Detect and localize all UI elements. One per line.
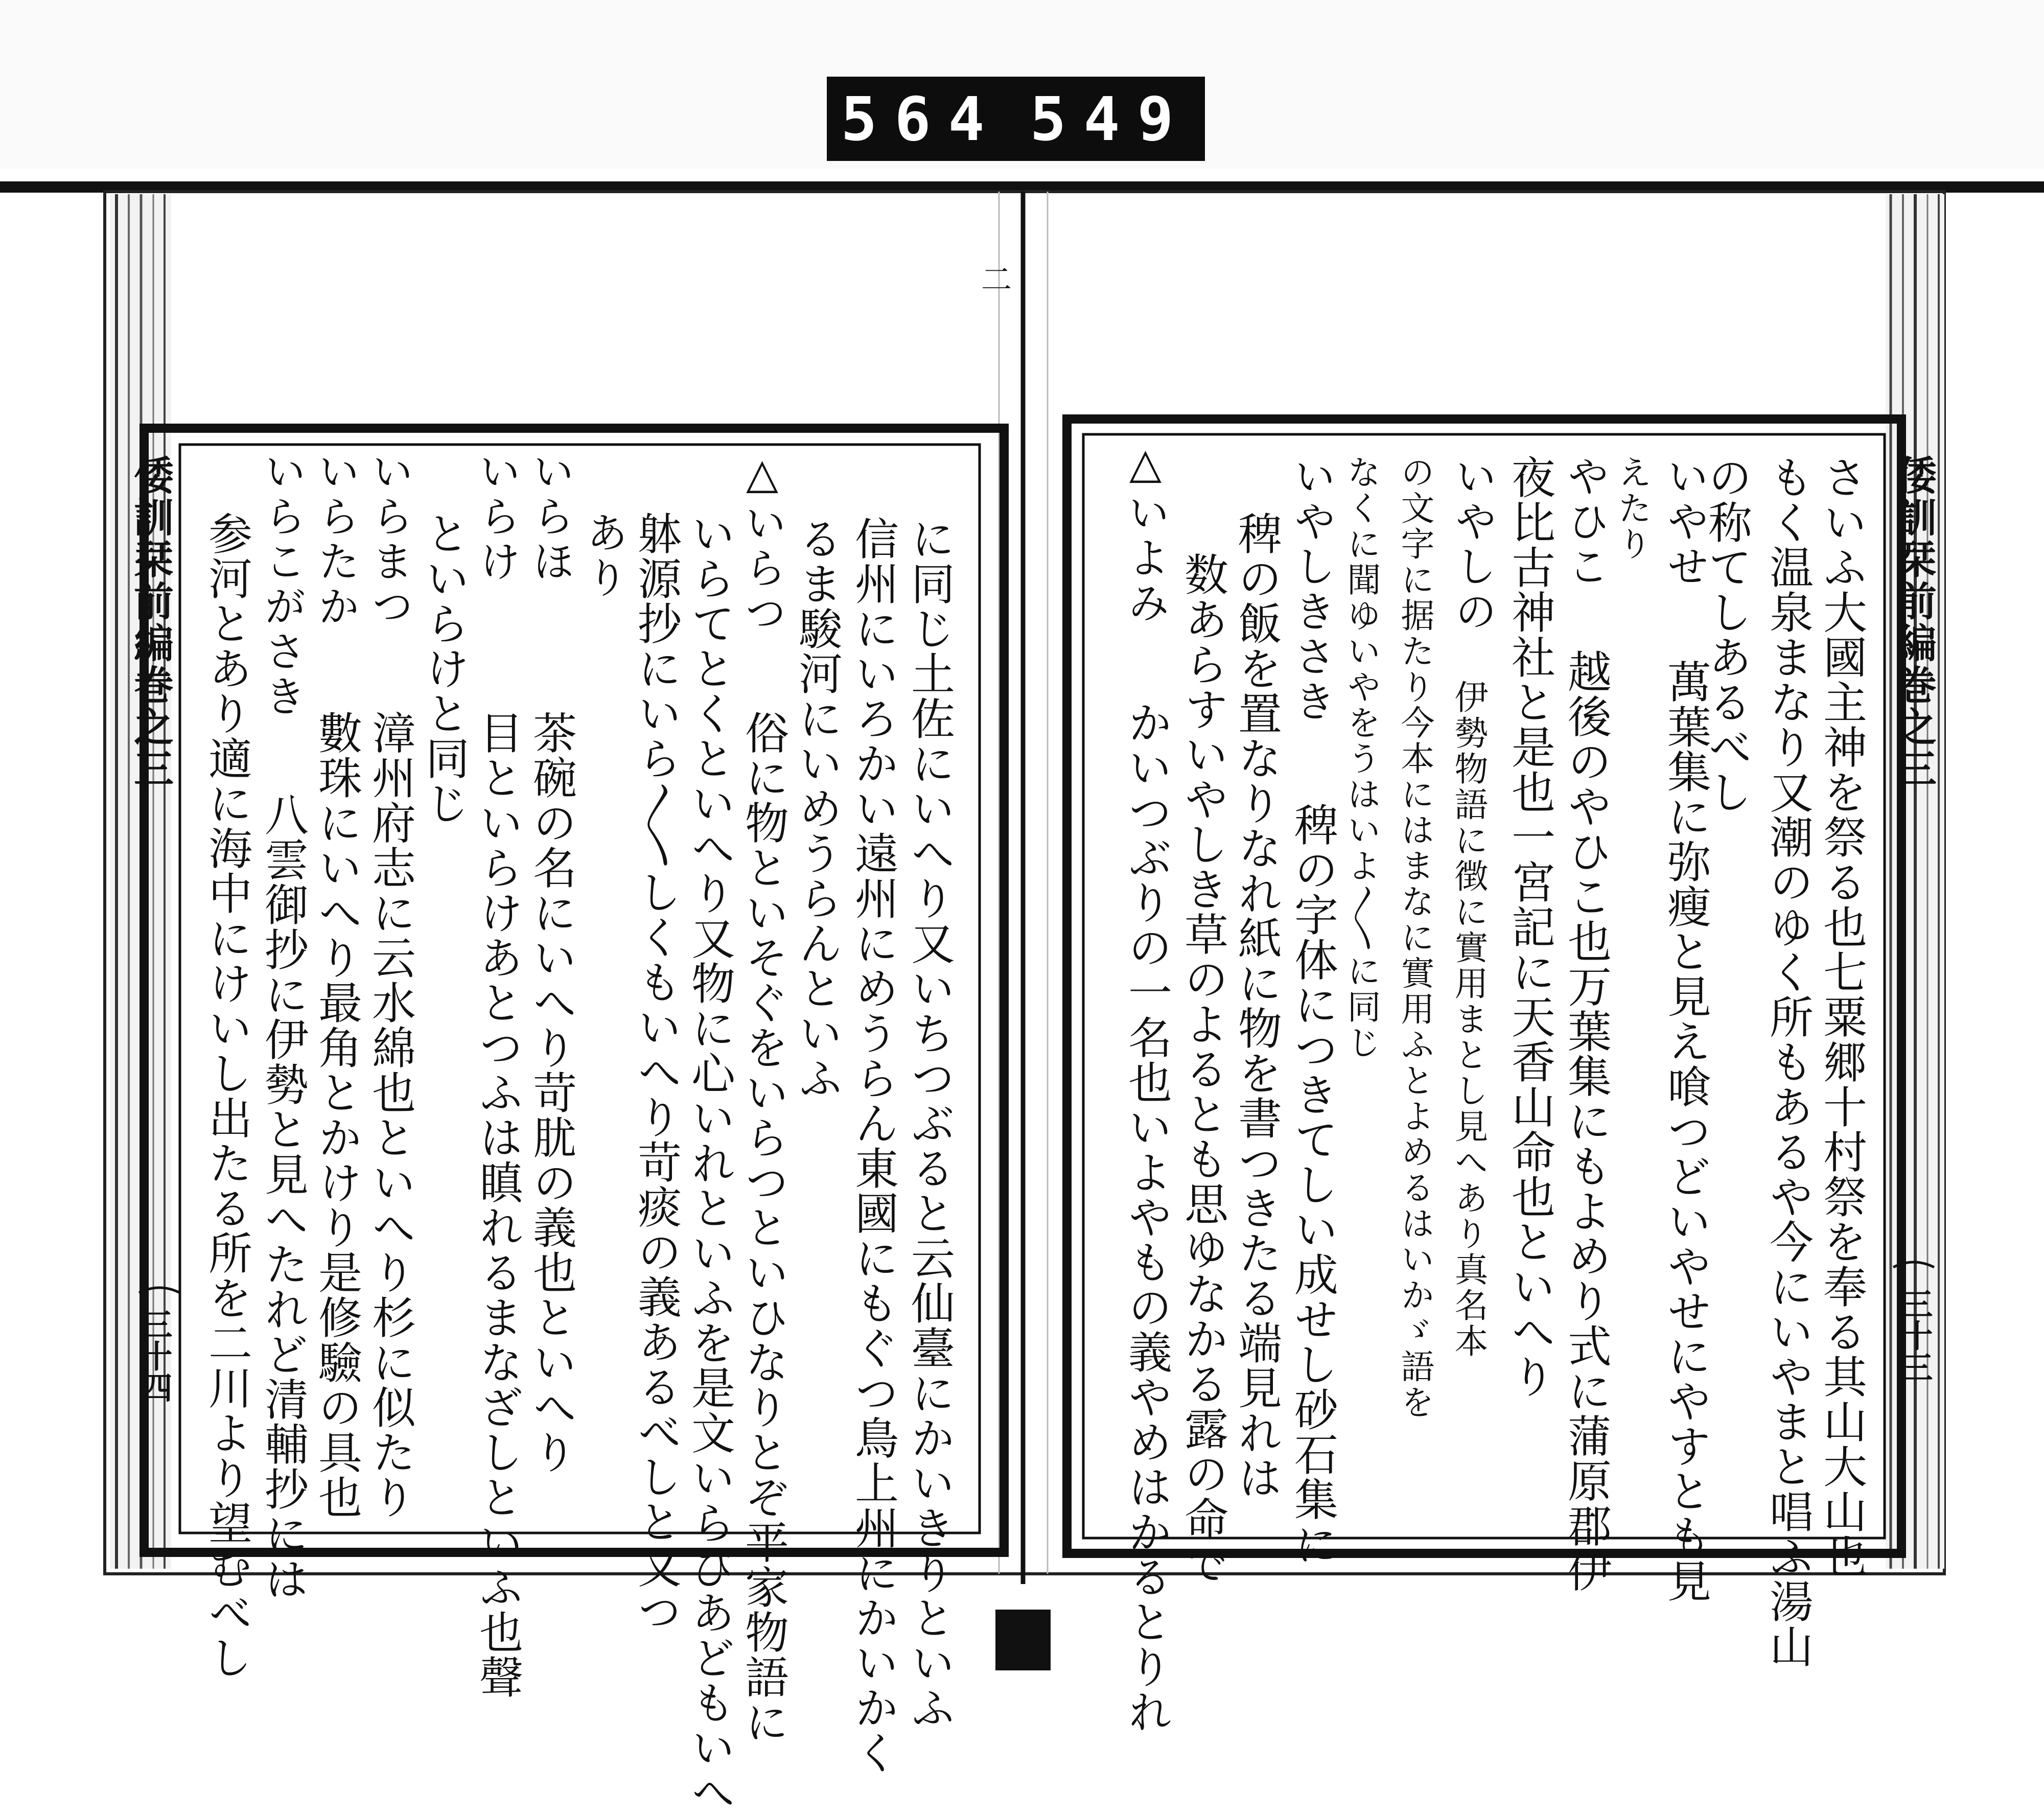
right-text-column-8: 越後のやひこ也万葉集にもよめり式に蒲原郡伊: [1560, 649, 1611, 1593]
gutter-mark: 二: [981, 262, 1012, 298]
archive-number-left: 564: [841, 83, 1002, 154]
left-text-column-12: 目といらけあとつふは瞋れるまなざしといふ也聲: [472, 710, 523, 1700]
left-text-column-8: あり: [579, 511, 628, 601]
left-text-column-13: といらけと同じ: [418, 511, 469, 826]
left-folio: 三十四: [135, 1308, 173, 1403]
right-text-column-12: の文字に据たり今本にはまなに實用ふとよめるはいかゞ語を: [1395, 455, 1434, 1421]
left-text-column-3: るま駿河にいめうらんといふ: [791, 516, 842, 1101]
right-text-column-6: えたり: [1612, 455, 1652, 562]
left-text-column-15: 漳州府志に云水綿也といへり杉に似たり: [364, 710, 415, 1520]
left-text-column-1: に同じ土佐にいへり又いちつぶると云仙臺にかいきりといふ: [903, 516, 955, 1730]
left-running-title: 倭訓栞前編巻之三: [127, 455, 174, 790]
left-entry-heading-iramatsu: いらまつ: [365, 450, 413, 630]
left-entry-heading-iratsu: △いらつ: [738, 450, 786, 636]
left-entry-heading-irake: いらけ: [472, 450, 521, 585]
left-text-column-19: 八雲御抄に伊勢と見へたれど清輔抄には: [257, 792, 308, 1601]
left-text-column-10: 茶碗の名にいへり苛肬の義也といへり: [525, 710, 576, 1475]
right-entry-heading-yahiko: やひこ: [1561, 455, 1609, 590]
right-text-column-9: 夜比古神社と是也一宮記に天香山命也といへり: [1504, 455, 1555, 1399]
archive-number-right: 549: [1030, 83, 1191, 154]
right-text-column-5: 萬葉集に弥瘦と見え喰つどいやせにやすとも見: [1660, 659, 1711, 1603]
left-entry-heading-iratake: いらたか: [311, 450, 360, 630]
right-text-column-2: もく温泉まなり又潮のゆく所もあるや今にいやまと唱ふ湯山: [1762, 455, 1813, 1669]
right-entry-heading-iyashino: いやしの: [1448, 455, 1497, 635]
left-text-column-7: 躰源抄にいら〳〵しくもいへり苛痰の義あるべしと又つ: [630, 511, 681, 1634]
left-text-column-2: 信州にいろかい遠州にめうらん東國にもぐつ鳥上州にかいかく: [847, 516, 898, 1775]
left-text-column-17: 數珠にいへり最角とかけり是修驗の具也: [311, 710, 362, 1520]
left-text-column-6: いらてとくといへり又物に心いれといふを是文いらびあどもいへ: [684, 511, 735, 1815]
left-text-column-20: 参河とあり適に海中にけいし出たる所を二川より望むべし: [201, 511, 252, 1680]
right-text-column-16: 稗の飯を置なりなれ紙に物を書つきたる端見れは: [1230, 511, 1282, 1500]
right-text-column-11: 伊勢物語に徴に實用まとし見へあり真名本: [1449, 680, 1488, 1359]
left-entry-heading-irakogasaki: いらこがさき: [258, 450, 306, 719]
right-running-title: 倭訓栞前編巻之三: [1890, 455, 1937, 790]
left-entry-heading-iraho: いらほ: [526, 450, 574, 585]
right-entry-heading-iyashikisaki: いやしきさき: [1287, 455, 1336, 725]
right-entry-heading-iyase: いやせ: [1660, 455, 1709, 590]
right-text-column-13: なくに聞ゆいやをうはいよ〳〵に同じ: [1341, 455, 1381, 1061]
right-text-column-3: の称てしあるべし: [1701, 455, 1752, 815]
right-text-column-19: かいつぶりの一名也いよやもの義やめはかるとりれ: [1121, 700, 1172, 1734]
archive-number-label: [827, 77, 1205, 161]
right-text-column-1: さいふ大國主神を祭る也七粟郷十村祭を奉る其山大山也: [1816, 455, 1867, 1579]
right-entry-heading-iyomi: △いよみ: [1121, 439, 1170, 626]
right-text-column-17: 数あらすいやしき草のよるとも思ゆなかる露の命で: [1177, 552, 1228, 1586]
left-text-column-5: 俗に物といそぐをいらつといひなりとぞ平家物語に: [737, 710, 788, 1744]
right-folio: 三十三: [1896, 1288, 1933, 1383]
right-text-column-15: 稗の字体につきてしい成せし砂石集に: [1287, 802, 1338, 1567]
